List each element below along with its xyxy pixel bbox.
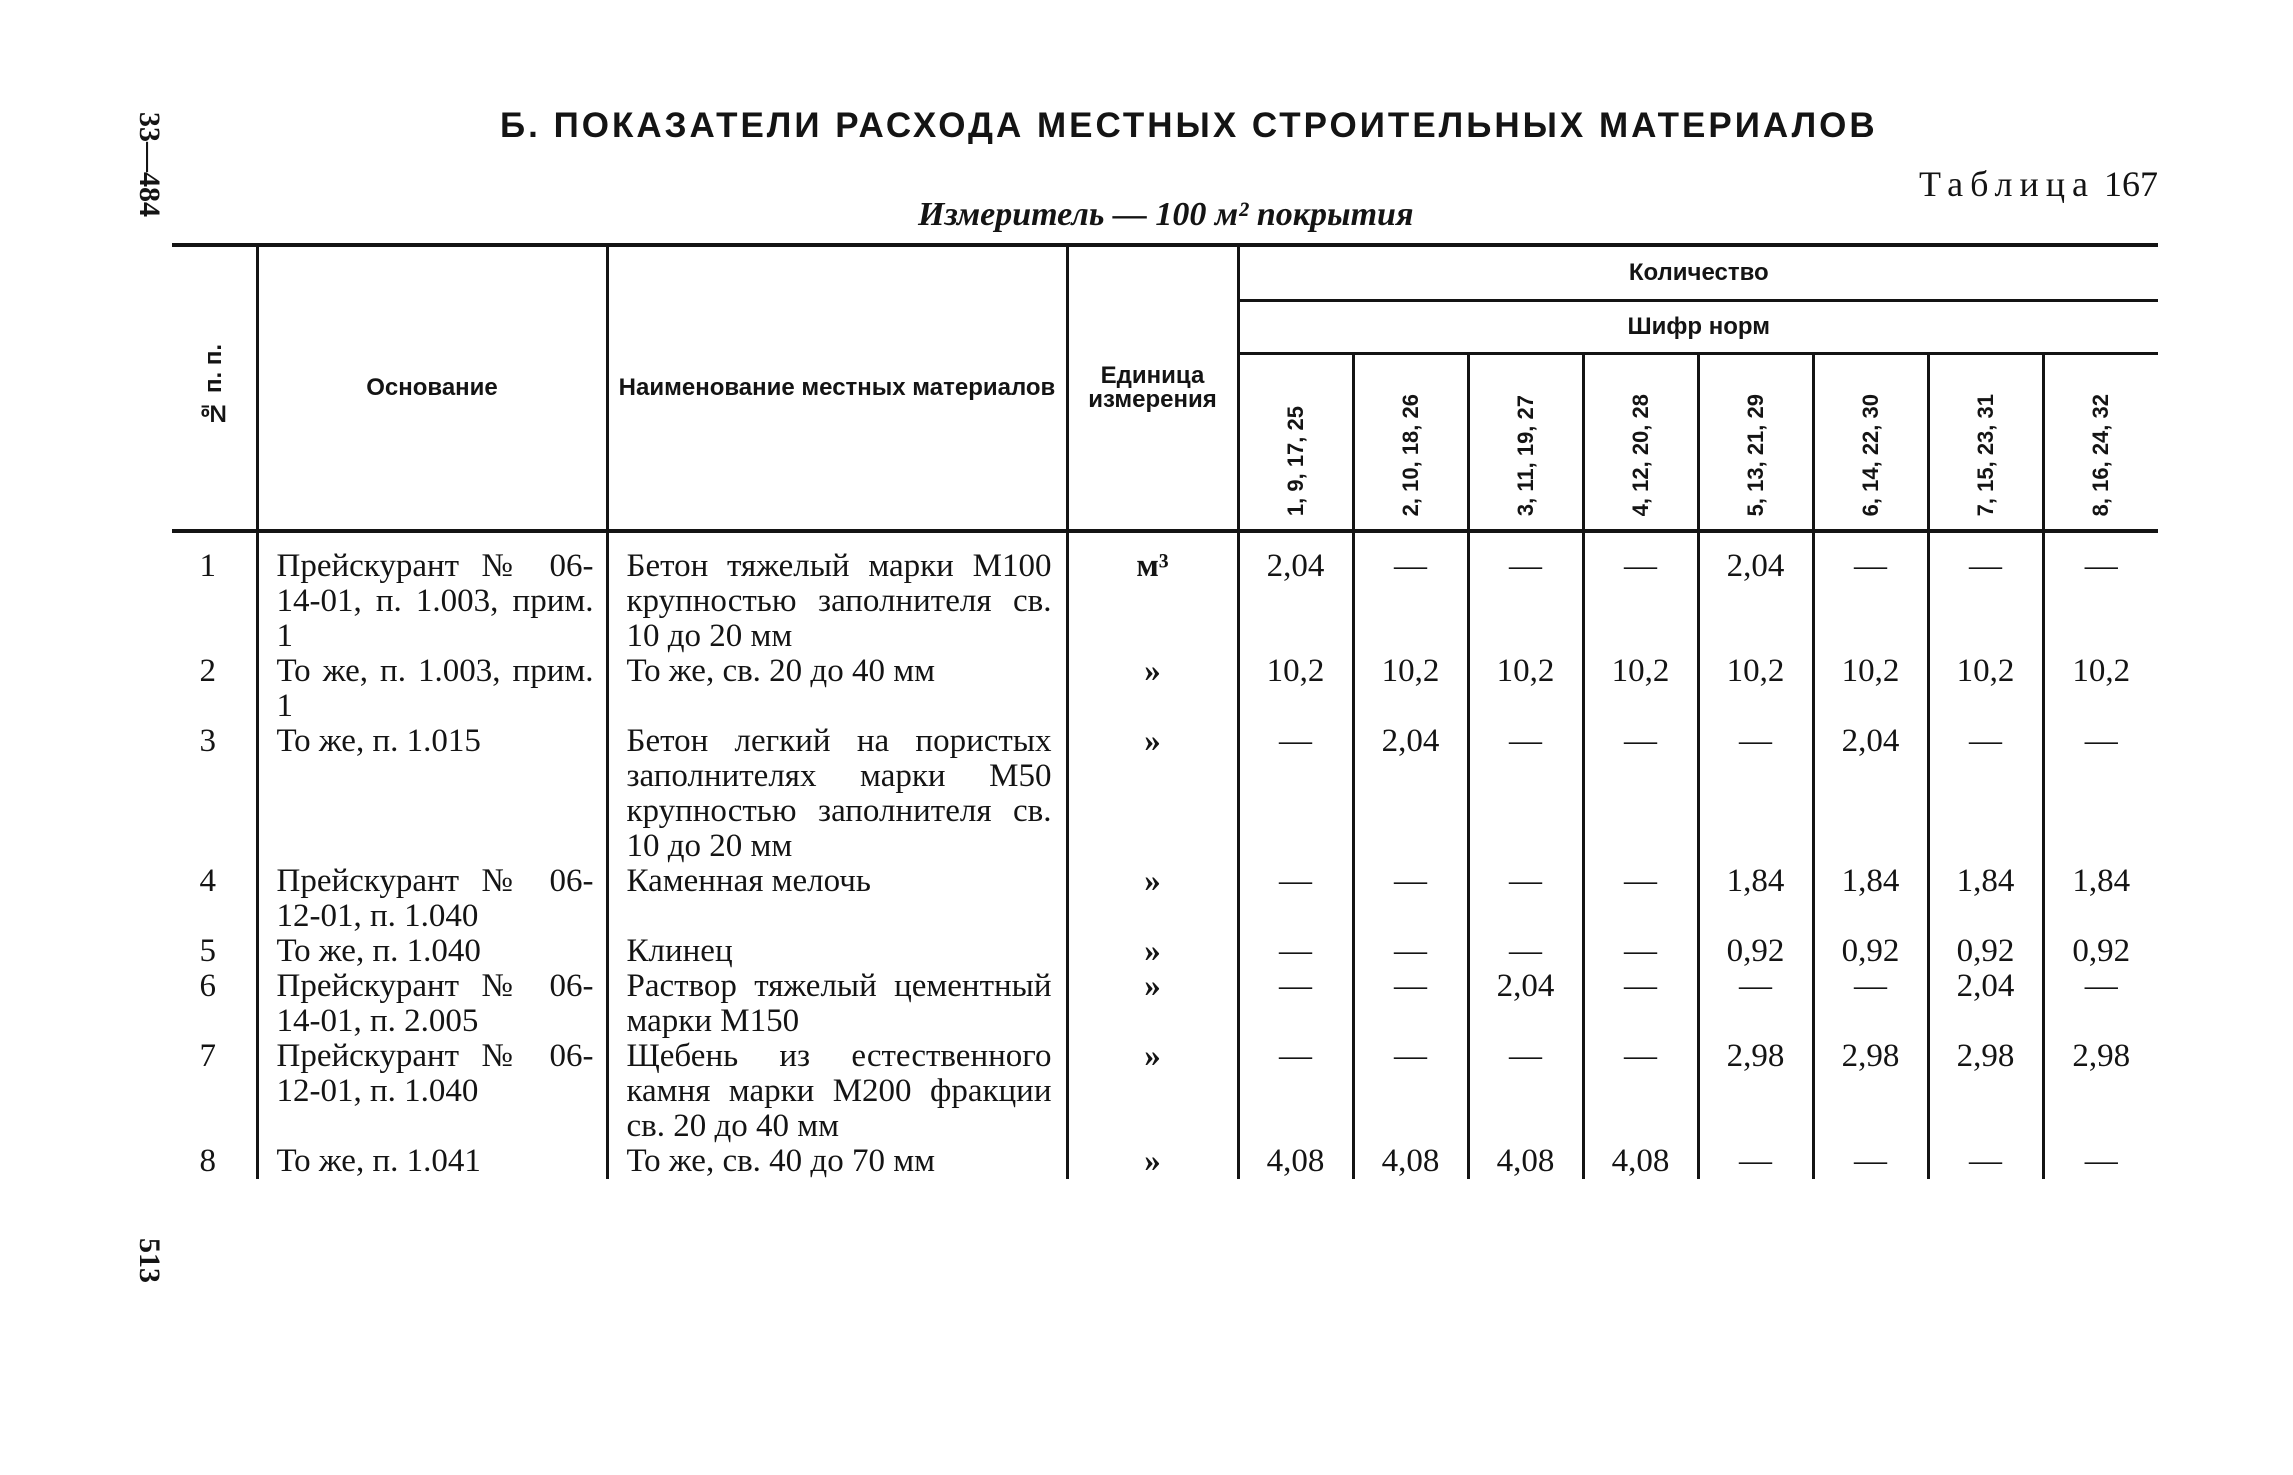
table-row [172, 724, 2158, 864]
row-value-code-4: 4,08 [1583, 1144, 1698, 1179]
header-code-6: 6, 14, 22, 30 [1813, 354, 1928, 532]
header-unit: Единица измерения [1067, 245, 1238, 531]
row-value-code-8: 2,98 [2043, 1039, 2158, 1144]
table-row [172, 1144, 2158, 1179]
materials-table [172, 243, 2158, 1179]
row-value-code-7: 0,92 [1928, 934, 2043, 969]
row-basis: То же, п. 1.041 [257, 1144, 607, 1179]
row-value-code-6: — [1813, 531, 1928, 654]
table-label: Таблица [1919, 164, 2095, 204]
measurer-caption: Измеритель — 100 м² покрытия [918, 196, 1414, 233]
row-value-code-5: — [1698, 969, 1813, 1039]
row-basis: То же, п. 1.040 [257, 934, 607, 969]
row-value-code-3: — [1468, 934, 1583, 969]
row-basis: То же, п. 1.015 [257, 724, 607, 864]
row-value-code-1: — [1238, 724, 1353, 864]
row-value-code-7: 1,84 [1928, 864, 2043, 934]
row-value-code-6: 10,2 [1813, 654, 1928, 724]
header-code-8: 8, 16, 24, 32 [2043, 354, 2158, 532]
row-unit: » [1067, 1144, 1238, 1179]
row-material: Щебень из естественного камня марки М200 фракции св. 20 до 40 мм [607, 1039, 1067, 1144]
row-number: 1 [199, 548, 216, 584]
row-value-code-5: 1,84 [1698, 864, 1813, 934]
page-number: 513 [133, 1238, 166, 1283]
row-value-code-6: — [1813, 969, 1928, 1039]
row-unit: » [1067, 654, 1238, 724]
row-value-code-2: 2,04 [1353, 724, 1468, 864]
row-value-code-8: 1,84 [2043, 864, 2158, 934]
row-value-code-1: — [1238, 1039, 1353, 1144]
row-value-code-2: — [1353, 864, 1468, 934]
row-value-code-3: — [1468, 531, 1583, 654]
row-material: То же, св. 40 до 70 мм [607, 1144, 1067, 1179]
row-basis: Прейскурант № 06-14-01, п. 1.003, прим. 1 [257, 531, 607, 654]
row-value-code-4: — [1583, 724, 1698, 864]
row-value-code-7: 2,04 [1928, 969, 2043, 1039]
row-value-code-2: 4,08 [1353, 1144, 1468, 1179]
table-row [172, 934, 2158, 969]
row-unit: » [1067, 724, 1238, 864]
row-value-code-1: — [1238, 864, 1353, 934]
row-value-code-5: 10,2 [1698, 654, 1813, 724]
header-num: № п. п. [172, 245, 257, 531]
row-value-code-6: — [1813, 1144, 1928, 1179]
section-code: 33—484 [133, 112, 166, 217]
row-value-code-4: — [1583, 934, 1698, 969]
header-code-3: 3, 11, 19, 27 [1468, 354, 1583, 532]
row-value-code-3: 10,2 [1468, 654, 1583, 724]
row-value-code-3: — [1468, 724, 1583, 864]
row-value-code-8: — [2043, 1144, 2158, 1179]
row-basis: Прейскурант № 06-12-01, п. 1.040 [257, 1039, 607, 1144]
row-value-code-7: — [1928, 724, 2043, 864]
row-number: 3 [199, 723, 216, 759]
row-material: Раствор тяжелый цементный марки М150 [607, 969, 1067, 1039]
table-header [172, 245, 2158, 531]
row-value-code-3: 2,04 [1468, 969, 1583, 1039]
row-material: Клинец [607, 934, 1067, 969]
row-value-code-2: — [1353, 531, 1468, 654]
header-basis: Основание [257, 245, 607, 531]
row-value-code-8: — [2043, 724, 2158, 864]
row-basis: Прейскурант № 06-14-01, п. 2.005 [257, 969, 607, 1039]
row-value-code-4: — [1583, 969, 1698, 1039]
row-basis: То же, п. 1.003, прим. 1 [257, 654, 607, 724]
row-material: Каменная мелочь [607, 864, 1067, 934]
row-material: То же, св. 20 до 40 мм [607, 654, 1067, 724]
row-value-code-4: — [1583, 1039, 1698, 1144]
row-number: 6 [199, 968, 216, 1004]
row-value-code-5: 0,92 [1698, 934, 1813, 969]
row-value-code-8: 0,92 [2043, 934, 2158, 969]
row-number: 8 [199, 1143, 216, 1179]
row-number: 2 [199, 653, 216, 689]
row-value-code-1: 4,08 [1238, 1144, 1353, 1179]
row-value-code-5: 2,04 [1698, 531, 1813, 654]
row-value-code-6: 0,92 [1813, 934, 1928, 969]
header-code-1: 1, 9, 17, 25 [1238, 354, 1353, 532]
row-value-code-8: — [2043, 969, 2158, 1039]
row-number: 5 [199, 933, 216, 969]
row-number: 7 [199, 1038, 216, 1074]
table-number-caption [1919, 163, 2158, 205]
row-value-code-2: 10,2 [1353, 654, 1468, 724]
row-value-code-4: — [1583, 531, 1698, 654]
row-material: Бетон тяжелый марки М100 крупностью заполнителя св. 10 до 20 мм [607, 531, 1067, 654]
table-row [172, 1039, 2158, 1144]
header-code-7: 7, 15, 23, 31 [1928, 354, 2043, 532]
header-code-5: 5, 13, 21, 29 [1698, 354, 1813, 532]
row-value-code-5: — [1698, 1144, 1813, 1179]
row-basis: Прейскурант № 06-12-01, п. 1.040 [257, 864, 607, 934]
table-row [172, 969, 2158, 1039]
row-value-code-7: — [1928, 531, 2043, 654]
row-value-code-3: 4,08 [1468, 1144, 1583, 1179]
row-unit: » [1067, 969, 1238, 1039]
header-code-4: 4, 12, 20, 28 [1583, 354, 1698, 532]
row-value-code-7: 2,98 [1928, 1039, 2043, 1144]
row-unit: м³ [1067, 531, 1238, 654]
row-value-code-8: 10,2 [2043, 654, 2158, 724]
row-value-code-2: — [1353, 969, 1468, 1039]
row-value-code-1: — [1238, 934, 1353, 969]
table-number: 167 [2104, 164, 2158, 204]
row-value-code-5: 2,98 [1698, 1039, 1813, 1144]
header-norm-code: Шифр норм [1238, 301, 2158, 354]
row-unit: » [1067, 864, 1238, 934]
header-code-2: 2, 10, 18, 26 [1353, 354, 1468, 532]
table-row [172, 654, 2158, 724]
row-value-code-6: 1,84 [1813, 864, 1928, 934]
table-row [172, 531, 2158, 654]
row-value-code-6: 2,98 [1813, 1039, 1928, 1144]
row-value-code-7: 10,2 [1928, 654, 2043, 724]
row-value-code-1: 2,04 [1238, 531, 1353, 654]
row-value-code-2: — [1353, 934, 1468, 969]
row-unit: » [1067, 1039, 1238, 1144]
table-row [172, 864, 2158, 934]
header-material: Наименование местных материалов [607, 245, 1067, 531]
row-value-code-1: — [1238, 969, 1353, 1039]
row-value-code-3: — [1468, 1039, 1583, 1144]
row-value-code-4: — [1583, 864, 1698, 934]
row-material: Бетон легкий на пористых заполнителях марки М50 крупностью заполнителя св. 10 до 20 мм [607, 724, 1067, 864]
row-value-code-8: — [2043, 531, 2158, 654]
page-title: Б. ПОКАЗАТЕЛИ РАСХОДА МЕСТНЫХ СТРОИТЕЛЬНЫХ МАТЕРИАЛОВ [500, 106, 1878, 145]
row-value-code-5: — [1698, 724, 1813, 864]
row-value-code-1: 10,2 [1238, 654, 1353, 724]
row-value-code-2: — [1353, 1039, 1468, 1144]
row-unit: » [1067, 934, 1238, 969]
table-body [172, 531, 2158, 1179]
row-value-code-7: — [1928, 1144, 2043, 1179]
row-value-code-3: — [1468, 864, 1583, 934]
row-number: 4 [199, 863, 216, 899]
row-value-code-6: 2,04 [1813, 724, 1928, 864]
header-quantity: Количество [1238, 245, 2158, 301]
row-value-code-4: 10,2 [1583, 654, 1698, 724]
